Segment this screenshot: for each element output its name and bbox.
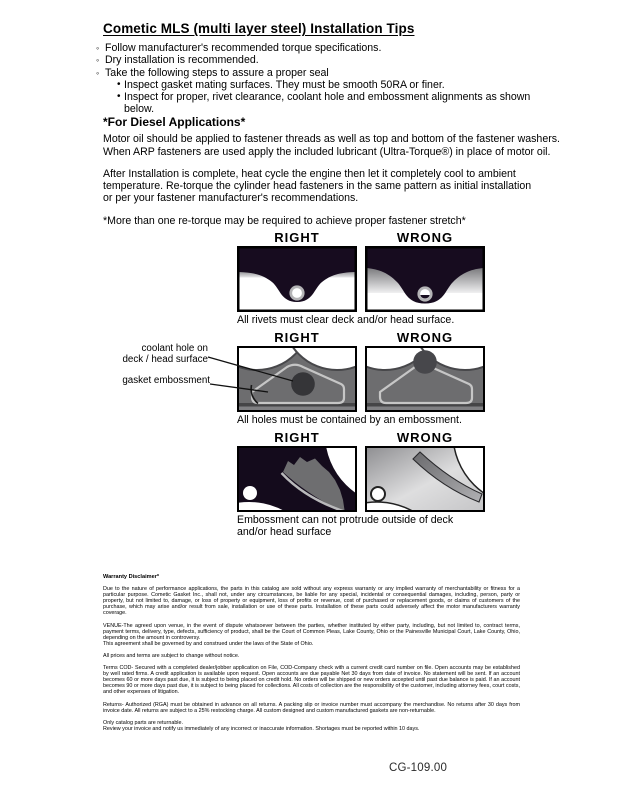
tip-sub-bullet: • Inspect gasket mating surfaces. They must be smooth 50RA or finer. <box>117 78 445 91</box>
retorque-note: *More than one re-torque may be required to achieve proper fastener stretch* <box>103 214 466 227</box>
gasket-embossment-callout: gasket embossment <box>122 375 210 386</box>
diesel-paragraph-1: Motor oil should be applied to fastener threads as well as top and bottom of the fastener washers. When ARP fasteners are used apply the included lubricant (Ultra-Torque®) in place of motor oil. <box>103 133 560 158</box>
coolant-hole-callout: coolant hole on deck / head surface <box>122 343 208 365</box>
page-title: Cometic MLS (multi layer steel) Installation Tips <box>103 21 415 36</box>
right-label: RIGHT <box>274 430 320 445</box>
warranty-disclaimer-section <box>103 574 520 738</box>
tip-bullet: ◦ Dry installation is recommended. <box>96 54 259 67</box>
embossment-caption: Embossment can not protrude outside of deck and/or head surface <box>237 514 454 538</box>
embossment-wrong-diagram <box>365 446 485 512</box>
wrong-label: WRONG <box>396 430 454 445</box>
hole-wrong-diagram <box>365 346 485 412</box>
tip-bullet: ◦ Follow manufacturer's recommended torque specifications. <box>96 42 382 54</box>
warranty-paragraph: This agreement shall be governed by and construed under the laws of the State of Ohio. <box>103 640 314 647</box>
tip-bullet: ◦ Take the following steps to assure a proper seal <box>96 66 329 79</box>
warranty-paragraph: VENUE-The agreed upon venue, in the event of dispute whatsoever between the parties, whether instituted by either party, including, but not limited to, contract terms, payment terms, delivery, type, defects, sufficiency of product, shall be the Court of Common Pleas, Lake County, Ohio or the Painesville Municipal Court, Lake County, Ohio, depending on the amount in controversy. <box>103 622 520 641</box>
diesel-applications-section <box>103 115 560 237</box>
embossment-right-diagram <box>237 446 357 512</box>
open-circle-bullet-icon: ◦ <box>96 43 100 53</box>
warranty-heading: Warranty Disclaimer* <box>103 574 160 580</box>
diagram-row-rivets <box>237 231 485 327</box>
open-circle-bullet-icon: ◦ <box>96 55 100 66</box>
dot-bullet-icon: • <box>117 91 121 103</box>
page-code: CG-109.00 <box>389 762 448 774</box>
right-label: RIGHT <box>274 330 320 345</box>
wrong-label: WRONG <box>396 230 454 245</box>
open-circle-bullet-icon: ◦ <box>96 67 100 78</box>
rivet-wrong-diagram <box>365 246 485 312</box>
right-label: RIGHT <box>274 230 320 245</box>
warranty-paragraph: Terms COD- Secured with a completed dealer/jobber application on File, COD-Company check with a current credit card number on file. Open accounts may be established by well rated firms. A credit application is available upon request. Open accounts are due payable Net 30 days from date of invoice. No statement will be sent. If an account becomes 60 or more days past due, it is subject to being placed on credit hold. No orders will be shipped or new orders accepted until past due balance is paid. If an account becomes 90 or more days past due, it is subject to being placed for collections. All costs of collection are the responsibility of the customer, including attorney fees, court costs, and other expenses of litigation. <box>103 665 520 696</box>
warranty-paragraph: Due to the nature of performance applications, the parts in this catalog are sold without any express warranty or any implied warranty of merchantability or fitness for a particular purpose. Cometic Gasket Inc., shall not, under any circumstances, be liable for any special, incidental or consequential damages, including, person, party or property, but not limited to, damage, or loss of property or equipment, loss of profits or revenue, cost of purchased or replacement goods, or claims of customers of the purchase, which may arise and/or result from sale, installation or use of these parts. Installation of these parts could adversely affect the motor manufacturers warranty coverage. <box>103 586 520 617</box>
wrong-label: WRONG <box>396 330 454 345</box>
diesel-heading: *For Diesel Applications* <box>103 115 246 129</box>
warranty-paragraph: Review your invoice and notify us immediately of any incorrect or inaccurate information. Shortages must be reported within 10 days. <box>103 725 420 732</box>
warranty-paragraph: All prices and terms are subject to change without notice. <box>103 652 240 659</box>
rivet-caption: All rivets must clear deck and/or head surface. <box>237 314 455 326</box>
installation-tips-list <box>96 42 536 116</box>
warranty-paragraph: Returns- Authorized (RGA) must be obtained in advance on all returns. A packing slip or invoice number must accompany the merchandise. No returns after 30 days from invoice date. All returns are subject to a 25% restocking charge. All custom designed and custom manufactured gaskets are non-returnable. <box>103 701 520 714</box>
tip-sub-bullet: • Inspect for proper, rivet clearance, coolant hole and embossment alignments as shown below. <box>117 91 531 116</box>
dot-bullet-icon: • <box>117 78 121 90</box>
callout-pointer-lines <box>96 340 306 404</box>
hole-caption: All holes must be contained by an embossment. <box>237 414 462 426</box>
diesel-paragraph-2: After Installation is complete, heat cycle the engine then let it completely cool to ambient temperature. Re-torque the cylinder head fasteners in the same pattern as initial installation or per your fastener manufacturer's recommendations. <box>103 167 532 205</box>
warranty-paragraph: Only catalog parts are returnable. <box>103 719 184 726</box>
diagram-row-embossment <box>237 431 485 538</box>
rivet-right-diagram <box>237 246 357 312</box>
